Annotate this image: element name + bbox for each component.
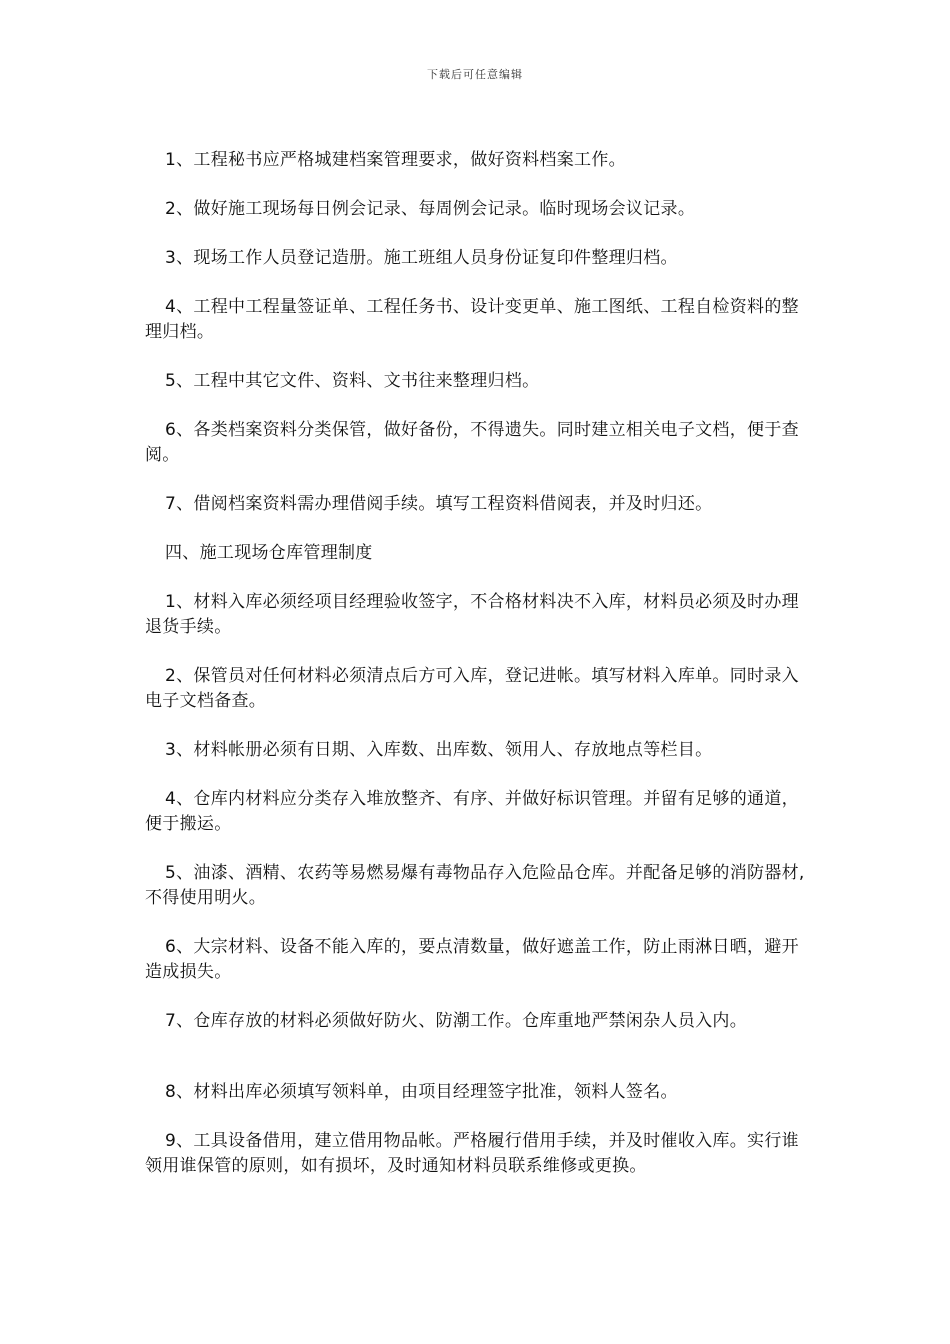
paragraph-archive-2: 2、做好施工现场每日例会记录、每周例会记录。临时现场会议记录。 [165,199,696,219]
paragraph-archive-5: 5、工程中其它文件、资料、文书往来整理归档。 [165,371,540,391]
section-heading: 四、施工现场仓库管理制度 [165,543,373,563]
paragraph-archive-4: 4、工程中工程量签证单、工程任务书、设计变更单、施工图纸、工程自检资料的整理归档。 [145,297,799,342]
paragraph-warehouse-4: 4、仓库内材料应分类存入堆放整齐、有序、并做好标识管理。并留有足够的通道，便于搬运。 [145,789,799,834]
paragraph-warehouse-2: 2、保管员对任何材料必须清点后方可入库，登记进帐。填写材料入库单。同时录入电子文档备查。 [145,666,799,711]
paragraph-warehouse-6: 6、大宗材料、设备不能入库的，要点清数量，做好遮盖工作，防止雨淋日晒，避开造成损失。 [145,937,799,982]
paragraph-warehouse-3: 3、材料帐册必须有日期、入库数、出库数、领用人、存放地点等栏目。 [165,740,713,760]
paragraph-warehouse-9: 9、工具设备借用，建立借用物品帐。严格履行借用手续，并及时催收入库。实行谁领用谁保管的原则，如有损坏，及时通知材料员联系维修或更换。 [145,1131,799,1176]
paragraph-warehouse-1: 1、材料入库必须经项目经理验收签字，不合格材料决不入库，材料员必须及时办理退货手续。 [145,592,799,637]
document-body [145,148,810,1203]
paragraph-warehouse-5: 5、油漆、酒精、农药等易燃易爆有毒物品存入危险品仓库。并配备足够的消防器材,不得使用明火。 [145,863,805,908]
paragraph-warehouse-7: 7、仓库存放的材料必须做好防火、防潮工作。仓库重地严禁闲杂人员入内。 [165,1011,748,1031]
paragraph-archive-6: 6、各类档案资料分类保管，做好备份，不得遗失。同时建立相关电子文档，便于查阅。 [145,420,799,465]
paragraph-archive-3: 3、现场工作人员登记造册。施工班组人员身份证复印件整理归档。 [165,248,678,268]
paragraph-archive-1: 1、工程秘书应严格城建档案管理要求，做好资料档案工作。 [165,150,626,170]
paragraph-warehouse-8: 8、材料出库必须填写领料单，由项目经理签字批准，领料人签名。 [165,1082,678,1102]
page-header: 下载后可任意编辑 [427,68,523,81]
paragraph-archive-7: 7、借阅档案资料需办理借阅手续。填写工程资料借阅表，并及时归还。 [165,494,713,514]
